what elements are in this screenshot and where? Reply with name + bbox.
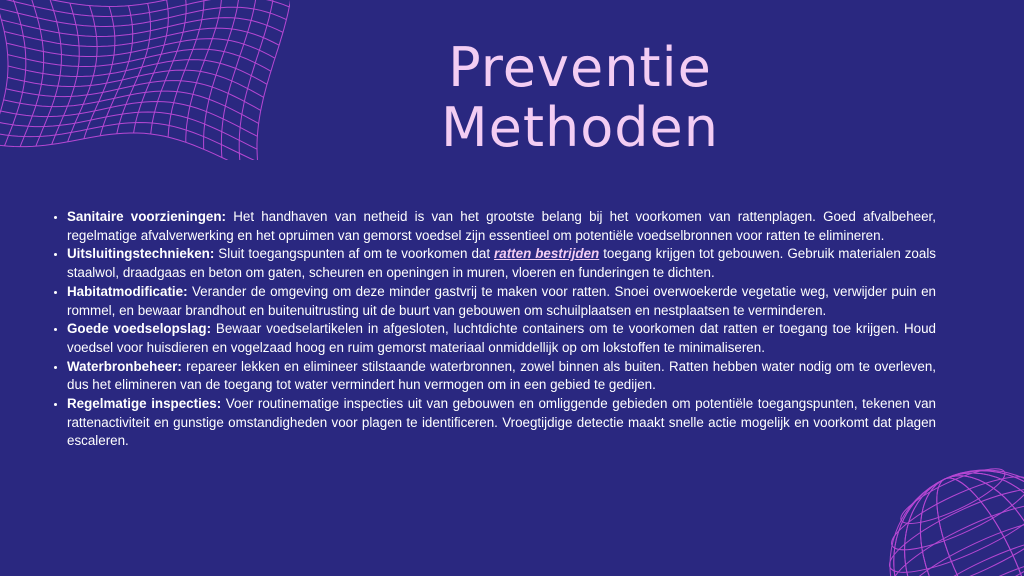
bullet-term: Goede voedselopslag: [67,321,212,337]
bullet-text: Bewaar voedselartikelen in afgesloten, luchtdichte containers om te voorkomen dat ratten er toegang toe krijgen. Houd voedsel voor huisdieren en vogelzaad hoog en ruim gemorst materiaal onmiddellijk op om lokstoffen te minimaliseren. [67,321,936,355]
bullet-term: Regelmatige inspecties: [67,396,222,412]
bullet-term: Habitatmodificatie: [67,283,188,299]
bullet-term: Waterbronbeheer: [67,358,182,374]
list-item-food-storage [67,320,936,357]
prevention-methods-list [48,208,936,451]
list-item-inspections [67,395,936,451]
bullet-term: Uitsluitingstechnieken: [67,246,215,262]
bullet-text: Verander de omgeving om deze minder gastvrij te maken voor ratten. Snoei overwoekerde vegetatie weg, verwijder puin en rommel, en bewaar brandhout en buitenuitrusting uit de buurt van gebouwen om schuilplaatsen en nestplaatsen te verminderen. [67,283,936,318]
ratten-bestrijden-link[interactable]: ratten bestrijden [494,246,600,262]
bullet-text: toegang krijgen tot gebouwen. Gebruik materialen zoals staalwol, draadgaas en beton om gaten, scheuren en openingen in muren, vloeren en funderingen te dichten. [67,246,937,281]
bullet-text: repareer lekken en elimineer stilstaande waterbronnen, zowel binnen als buiten. Ratten hebben water nodig om te overleven, dus het elimineren van de toegang tot water vermindert hun vermogen om in een gebied te gedijen. [67,358,936,393]
list-item-habitat [67,283,936,320]
title-line-1: Preventie [448,36,712,99]
list-item-exclusion [67,245,936,282]
bullet-text: Voer routinematige inspecties uit van gebouwen en omliggende gebieden om potentiële toegangspunten, tekenen van rattenactiviteit en gunstige omstandigheden voor plagen te identificeren. Vroegtijdige detectie maakt snelle actie mogelijk en voorkomt dat plagen escaleren. [67,396,936,449]
page-title [330,38,830,158]
bullet-text: Het handhaven van netheid is van het grootste belang bij het voorkomen van rattenplagen. Goed afvalbeheer, regelmatige afvalverwerking en het opruimen van gemorst voedsel zijn essentieel om potentiële voedselbronnen voor ratten te elimineren. [67,209,936,243]
wireframe-sphere-decoration [870,460,1024,576]
title-line-2: Methoden [441,96,719,159]
bullet-text: Sluit toegangspunten af om te voorkomen dat [214,246,495,262]
list-item-water [67,358,936,395]
bullet-term: Sanitaire voorzieningen: [67,209,226,224]
list-item-sanitation [67,208,936,245]
wireframe-mesh-decoration [0,0,290,160]
